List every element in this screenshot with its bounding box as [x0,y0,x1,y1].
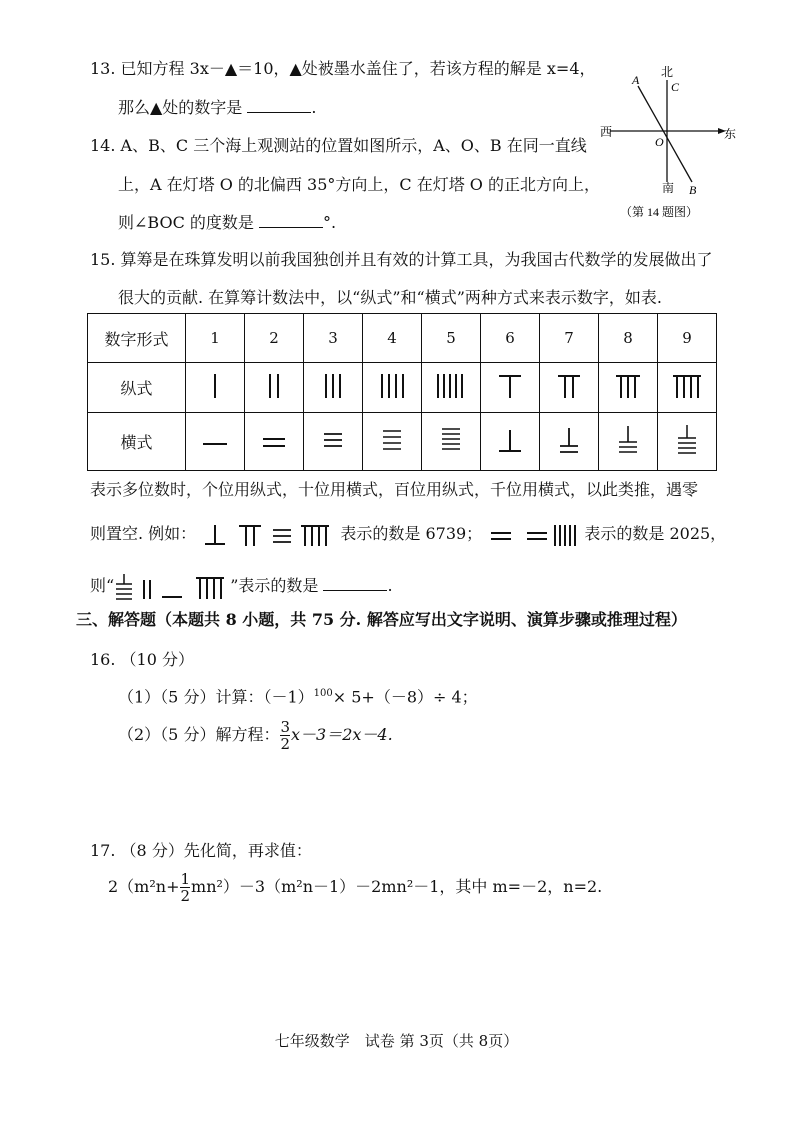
table-row-numbers [88,314,717,363]
rod-horizontal-4 [363,413,422,471]
row-label-vertical: 纵式 [88,363,186,413]
q16-part2-text: （2）（5 分）解方程： [118,725,280,744]
q15-text-line3: 表示多位数时，个位用纵式，十位用横式，百位用纵式，千位用横式，以此类推，遇零 [90,480,699,499]
q14-text-line3: 则∠BOC 的度数是 [118,213,254,232]
fraction-denominator: 2 [180,887,191,905]
page-footer: 七年级数学 试卷 第 3页（共 8页） [274,1032,519,1050]
table-row-vertical [88,363,717,413]
label-north: 北 [661,65,674,79]
counting-rods-table [87,313,717,471]
compass-diagram [600,62,740,227]
label-B: B [689,183,697,197]
rod-horizontal-6 [481,413,540,471]
q15-text-line5b: ”表示的数是 [230,576,319,595]
q16-header [90,649,194,671]
q16-fraction [280,719,290,752]
label-east: 东 [724,127,737,141]
label-west: 西 [600,125,613,139]
q15-answer-blank[interactable] [323,576,387,591]
q14-text-line2: 上，A 在灯塔 O 的北偏西 35°方向上，C 在灯塔 O 的正北方向上， [118,175,600,194]
rod-vertical-3 [304,363,363,413]
q15-end: . [387,576,393,595]
q17-fraction [180,871,190,904]
rod-horizontal-2 [245,413,304,471]
table-number: 4 [363,314,422,363]
q15-line3 [90,479,698,501]
rod-vertical-9 [658,363,717,413]
rod-horizontal-8 [599,413,658,471]
q16-number: 16. [90,650,116,669]
q17-expr-a: 2（m²n+ [108,877,180,896]
q15-text-line4b: 表示的数是 6739； [340,524,483,543]
q15-text-line4c: 表示的数是 2025， [584,524,727,543]
table-number: 1 [186,314,245,363]
q17-number: 17. [90,841,116,860]
q15-line5 [90,571,393,601]
label-C: C [671,80,680,94]
q17-title: （8 分）先化简，再求值： [120,841,312,860]
q13-line1 [90,58,596,80]
rod-vertical-7 [540,363,599,413]
q15-text-line1: 算筹是在珠算发明以前我国独创并且有效的计算工具，为我国古代数学的发展做出了 [120,250,713,269]
rod-vertical-4 [363,363,422,413]
fraction-denominator: 2 [280,735,290,753]
rod-vertical-5 [422,363,481,413]
fraction-numerator: 3 [280,718,290,736]
table-number: 5 [422,314,481,363]
rods-question-number [114,572,230,602]
table-number: 3 [304,314,363,363]
q13-answer-blank[interactable] [247,98,311,113]
table-number: 8 [599,314,658,363]
q13-number: 13. [90,59,116,78]
q14-text-line1: A、B、C 三个海上观测站的位置如图所示，A、O、B 在同一直线 [120,136,587,155]
q17-expr-b: mn²）－3（m²n－1）－2mn²－1，其中 m=－2，n=2. [191,877,603,896]
rods-example-2025 [487,522,579,548]
rod-horizontal-7 [540,413,599,471]
q15-text-line4a: 则置空. 例如： [90,524,197,543]
rod-horizontal-3 [304,413,363,471]
q14-line1 [90,135,587,157]
fraction-numerator: 1 [180,870,191,888]
label-south: 南 [662,181,675,195]
q15-line2 [118,287,662,309]
q16-part2 [118,715,393,755]
rod-vertical-8 [599,363,658,413]
q13-text-line2: 那么▲处的数字是 [118,98,243,117]
rod-horizontal-1 [186,413,245,471]
q13-text-line1: 已知方程 3x－▲＝10，▲处被墨水盖住了，若该方程的解是 x=4， [120,59,596,78]
rod-horizontal-5 [422,413,481,471]
table-number: 9 [658,314,717,363]
q15-line4 [90,520,726,548]
q16-part1-text: （1）（5 分）计算：（－1） [118,687,314,707]
q16-part2-rest: x－3＝2x－4. [291,725,393,744]
table-number: 6 [481,314,540,363]
table-header-label: 数字形式 [88,314,186,363]
q15-line1 [90,249,713,271]
label-O: O [655,135,664,149]
q17-expression [108,867,602,907]
q15-text-line5a: 则“ [90,576,115,595]
table-number: 2 [245,314,304,363]
q14-answer-blank[interactable] [259,213,323,228]
q16-part1-exponent: 100 [313,688,333,699]
q15-number: 15. [90,250,116,269]
q13-end: . [311,98,317,117]
table-row-horizontal [88,413,717,471]
section-title: 三、解答题（本题共 8 小题，共 75 分. 解答应写出文字说明、演算步骤或推理过程） [76,610,687,629]
q13-line2 [118,97,317,119]
q16-part1 [118,683,478,708]
q16-part1-rest: × 5+（－8）÷ 4； [332,687,478,707]
q16-score: （10 分） [120,650,194,669]
rod-vertical-2 [245,363,304,413]
line-AB [638,86,692,182]
q15-text-line2: 很大的贡献. 在算筹计数法中，以“纵式”和“横式”两种方式来表示数字，如表. [118,288,662,307]
q17-header [90,840,312,862]
q14-end: °. [323,213,337,232]
label-A: A [632,73,640,87]
rod-vertical-6 [481,363,540,413]
rods-example-6739 [201,522,335,548]
q14-line2 [118,174,600,196]
row-label-horizontal: 横式 [88,413,186,471]
rod-vertical-1 [186,363,245,413]
q14-figure [600,62,740,227]
q14-number: 14. [90,136,116,155]
rod-horizontal-9 [658,413,717,471]
table-number: 7 [540,314,599,363]
q14-line3 [118,212,336,234]
figure-caption: （第 14 题图） [620,205,699,219]
